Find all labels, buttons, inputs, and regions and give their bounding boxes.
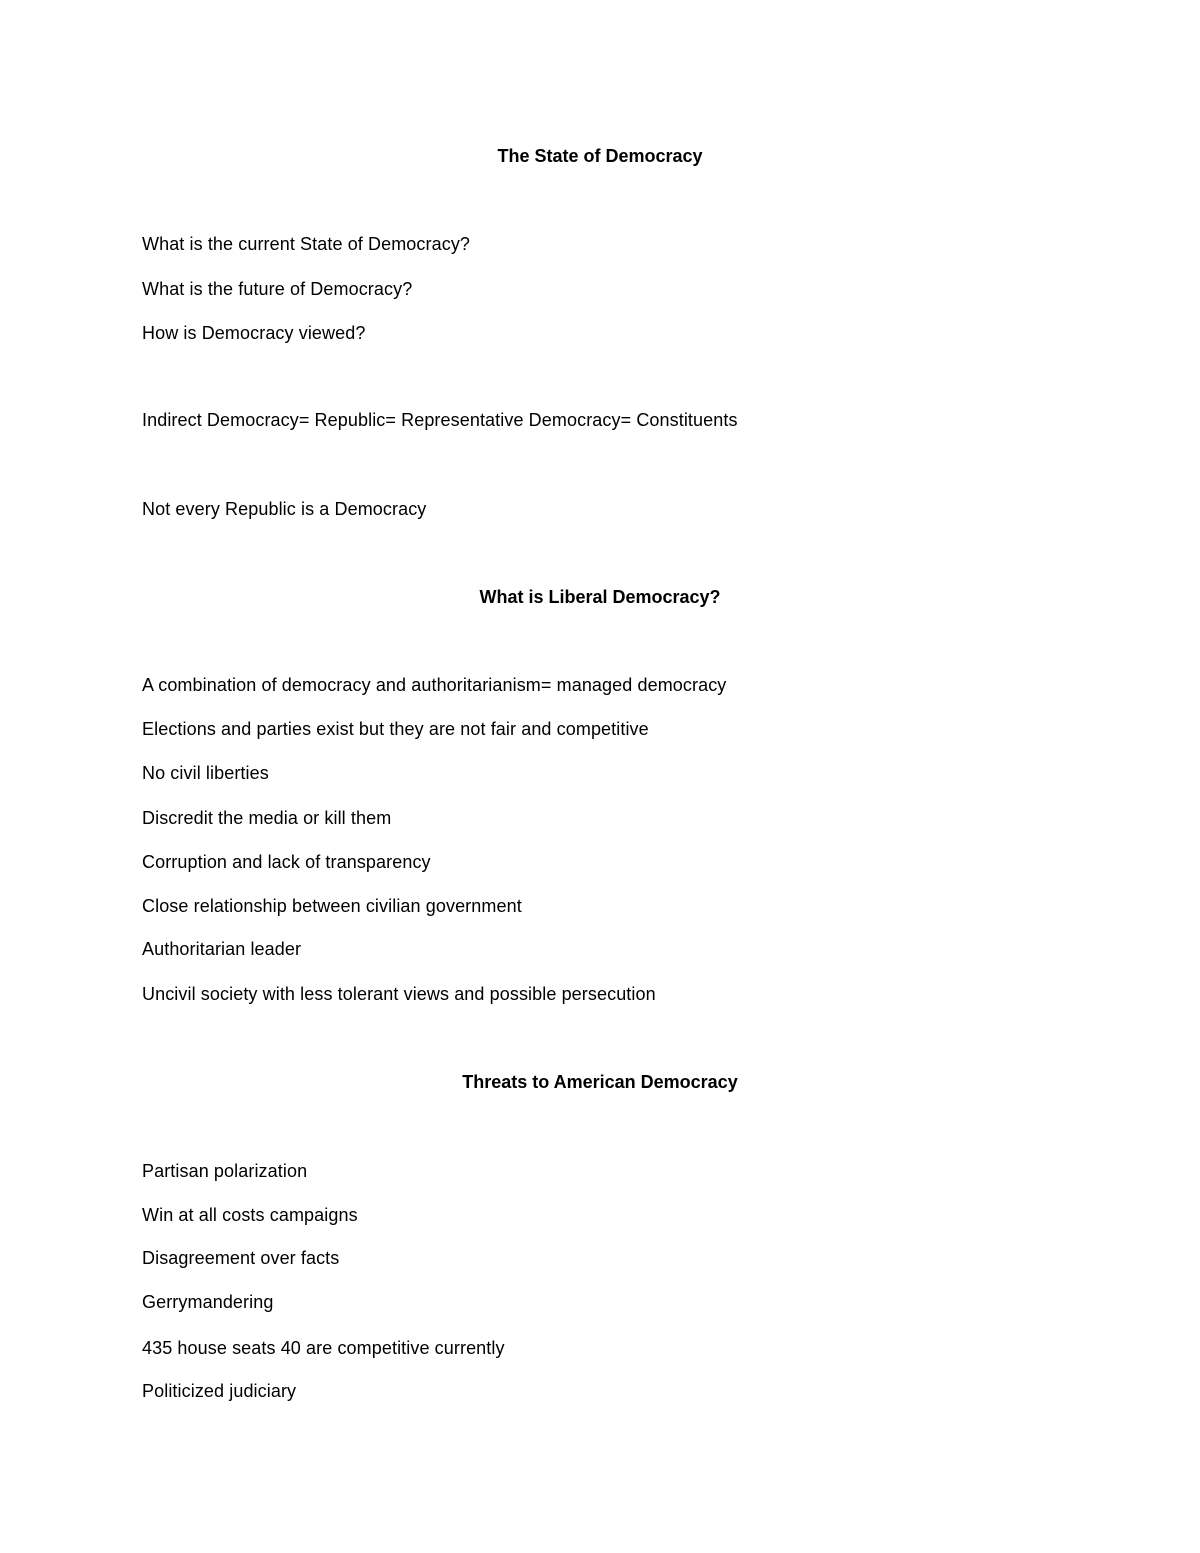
list-item: 435 house seats 40 are competitive currently	[142, 1338, 505, 1358]
list-item: Discredit the media or kill them	[142, 808, 392, 828]
note-line: Not every Republic is a Democracy	[142, 499, 427, 519]
section-heading-liberal-democracy: What is Liberal Democracy?	[479, 587, 721, 607]
list-item: Partisan polarization	[142, 1161, 308, 1181]
list-item: Corruption and lack of transparency	[142, 852, 431, 872]
list-item: A combination of democracy and authoritarianism= managed democracy	[142, 675, 727, 695]
list-item: Win at all costs campaigns	[142, 1205, 358, 1225]
list-item: Disagreement over facts	[142, 1248, 340, 1268]
list-item: Gerrymandering	[142, 1292, 274, 1312]
intro-question: What is the future of Democracy?	[142, 279, 413, 299]
list-item: Close relationship between civilian government	[142, 896, 522, 916]
intro-question: What is the current State of Democracy?	[142, 234, 471, 254]
list-item: Authoritarian leader	[142, 939, 302, 959]
intro-question: How is Democracy viewed?	[142, 323, 366, 343]
list-item: Uncivil society with less tolerant views and possible persecution	[142, 984, 656, 1004]
definition-line: Indirect Democracy= Republic= Representative Democracy= Constituents	[142, 410, 738, 430]
list-item: Elections and parties exist but they are not fair and competitive	[142, 719, 649, 739]
list-item: Politicized judiciary	[142, 1381, 297, 1401]
page-title: The State of Democracy	[497, 146, 703, 166]
section-heading-threats: Threats to American Democracy	[462, 1072, 738, 1092]
list-item: No civil liberties	[142, 763, 269, 783]
